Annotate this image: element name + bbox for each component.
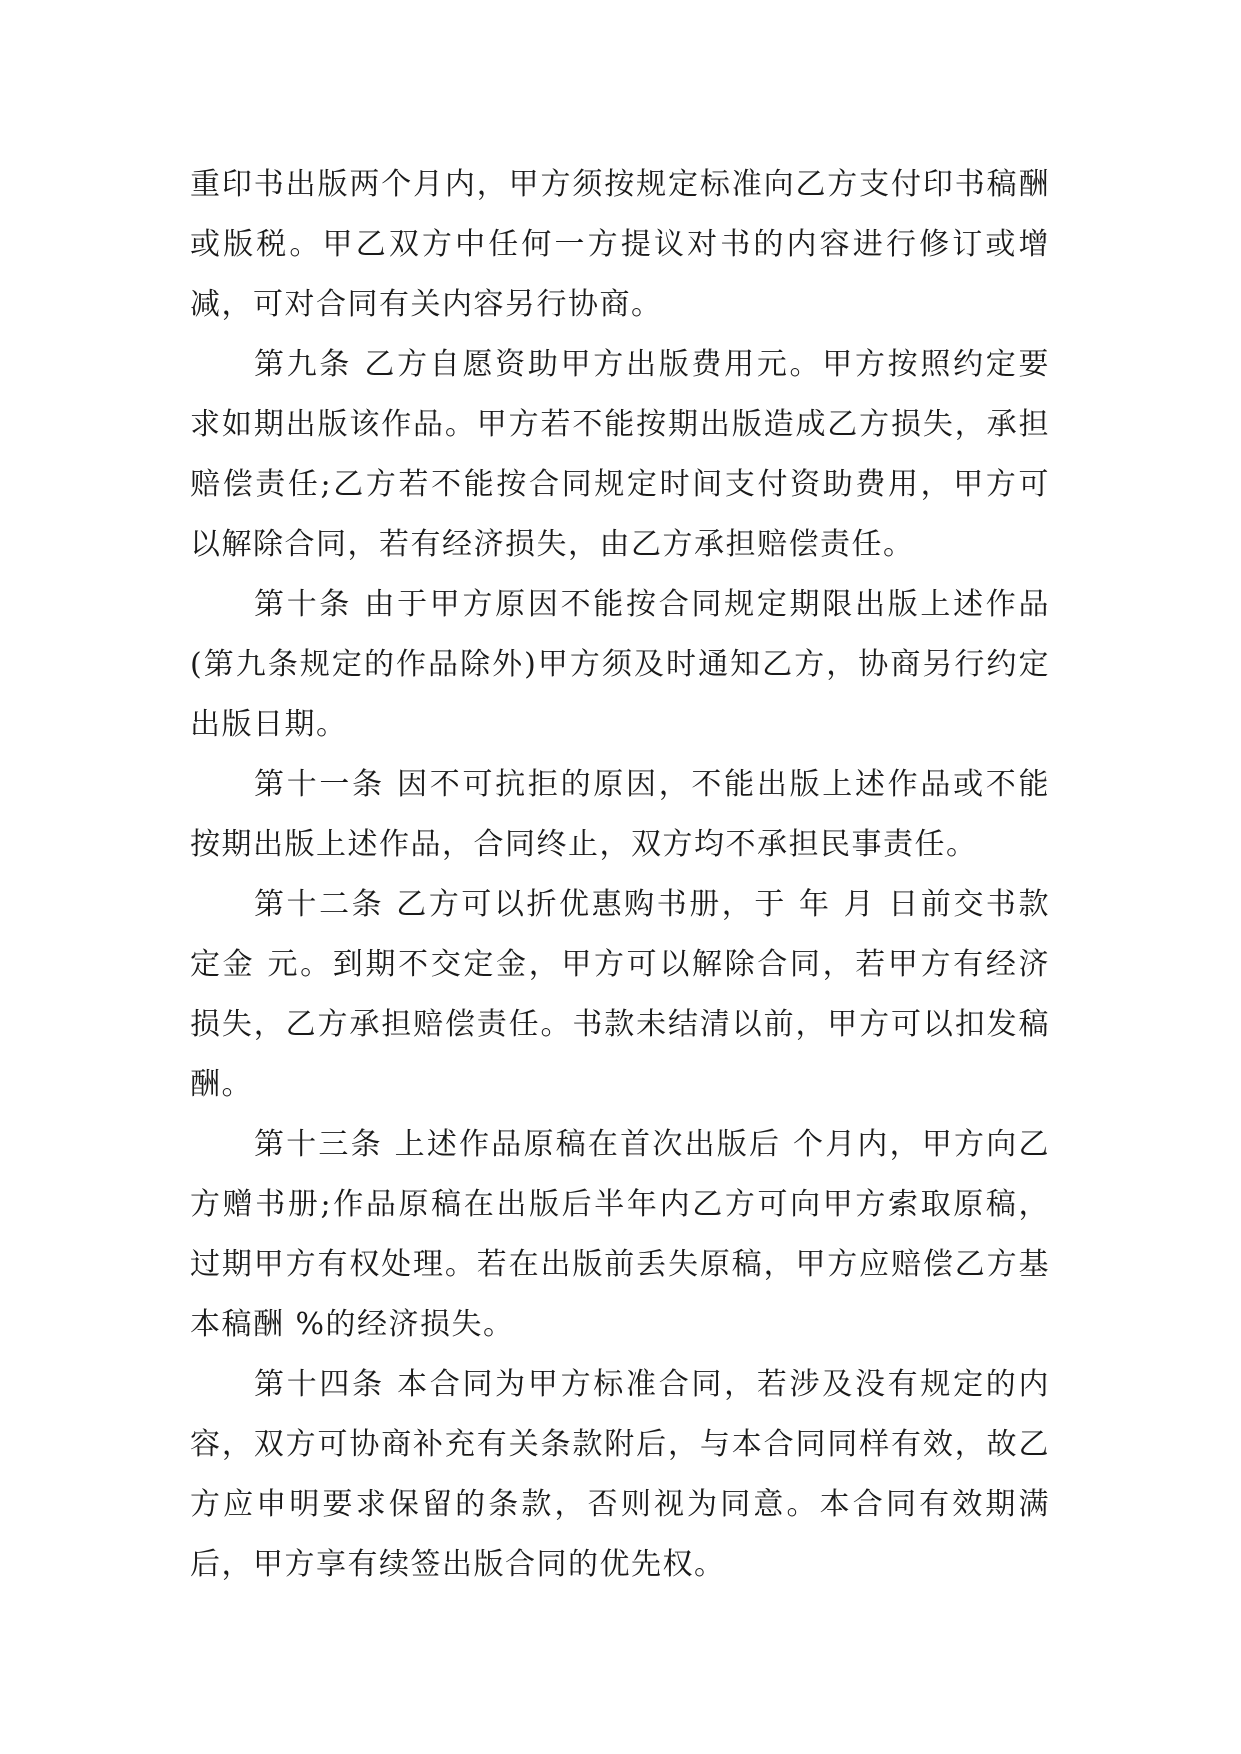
paragraph-continuation: 重印书出版两个月内，甲方须按规定标准向乙方支付印书稿酬或版税。甲乙双方中任何一方提议对书的内容进行修订或增减，可对合同有关内容另行协商。	[190, 167, 1050, 322]
clause-14: 第十四条 本合同为甲方标准合同，若涉及没有规定的内容，双方可协商补充有关条款附后，与本合同同样有效，故乙方应申明要求保留的条款，否则视为同意。本合同有效期满后，甲方享有续签出版合同的优先权。	[190, 1367, 1050, 1582]
clause-10: 第十条 由于甲方原因不能按合同规定期限出版上述作品(第九条规定的作品除外)甲方须及时通知乙方，协商另行约定出版日期。	[190, 587, 1050, 742]
document-body	[190, 155, 1050, 1595]
clause-13: 第十三条 上述作品原稿在首次出版后 个月内，甲方向乙方赠书册;作品原稿在出版后半年内乙方可向甲方索取原稿，过期甲方有权处理。若在出版前丢失原稿，甲方应赔偿乙方基本稿酬 %的经济损失。	[190, 1127, 1050, 1342]
clause-11: 第十一条 因不可抗拒的原因，不能出版上述作品或不能按期出版上述作品，合同终止，双方均不承担民事责任。	[190, 767, 1050, 862]
clause-9: 第九条 乙方自愿资助甲方出版费用元。甲方按照约定要求如期出版该作品。甲方若不能按期出版造成乙方损失，承担赔偿责任;乙方若不能按合同规定时间支付资助费用，甲方可以解除合同，若有经济损失，由乙方承担赔偿责任。	[190, 347, 1050, 562]
clause-12: 第十二条 乙方可以折优惠购书册，于 年 月 日前交书款定金 元。到期不交定金，甲方可以解除合同，若甲方有经济损失，乙方承担赔偿责任。书款未结清以前，甲方可以扣发稿酬。	[190, 887, 1050, 1102]
